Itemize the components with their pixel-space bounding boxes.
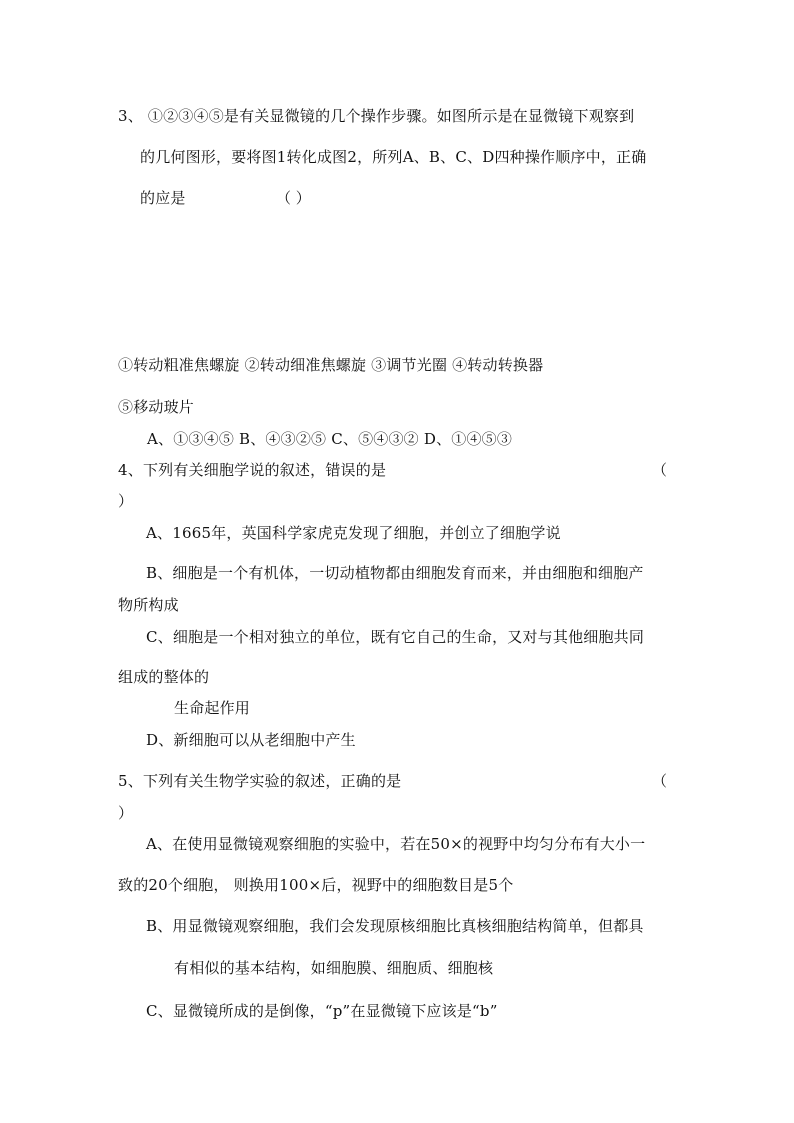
- q4-option-c-line-2: 组成的整体的: [118, 668, 210, 686]
- q3-stem-line-1: 3、 ①②③④⑤是有关显微镜的几个操作步骤。如图所示是在显微镜下观察到: [118, 107, 635, 125]
- q3-stem-line-3: 的应是: [140, 189, 186, 207]
- q4-paren-open: （: [652, 461, 668, 479]
- q5-option-a-line-1: A、在使用显微镜观察细胞的实验中，若在50×的视野中均匀分布有大小一: [146, 835, 646, 853]
- q4-stem: 4、下列有关细胞学说的叙述，错误的是: [118, 461, 387, 479]
- q5-option-b-line-2: 有相似的基本结构，如细胞膜、细胞质、细胞核: [174, 959, 494, 977]
- q3-answer-parentheses: （ ）: [276, 189, 311, 207]
- q4-option-c-line-1: C、细胞是一个相对独立的单位，既有它自己的生命，又对与其他细胞共同: [146, 628, 645, 646]
- q5-paren-open: （: [652, 772, 668, 790]
- q4-option-b-line-1: B、细胞是一个有机体，一切动植物都由细胞发育而来，并由细胞和细胞产: [146, 564, 644, 582]
- q5-option-b-line-1: B、用显微镜观察细胞，我们会发现原核细胞比真核细胞结构简单，但都具: [146, 917, 644, 935]
- q4-option-d: D、新细胞可以从老细胞中产生: [146, 731, 356, 749]
- q4-option-a: A、1665年，英国科学家虎克发现了细胞，并创立了细胞学说: [146, 524, 561, 542]
- q3-steps-line-1: ①转动粗准焦螺旋 ②转动细准焦螺旋 ③调节光圈 ④转动转换器: [118, 356, 544, 374]
- q5-option-c: C、显微镜所成的是倒像，“p”在显微镜下应该是“b”: [146, 1002, 498, 1020]
- q3-steps-line-2: ⑤移动玻片: [118, 398, 195, 416]
- q5-option-a-line-2: 致的20个细胞， 则换用100×后，视野中的细胞数目是5个: [118, 876, 514, 894]
- q4-paren-close: ）: [118, 492, 134, 510]
- q4-option-c-line-3: 生命起作用: [174, 699, 251, 717]
- q5-stem: 5、下列有关生物学实验的叙述，正确的是: [118, 772, 402, 790]
- q5-paren-close: ）: [118, 804, 134, 822]
- q3-options: A、①③④⑤ B、④③②⑤ C、⑤④③② D、①④⑤③: [147, 430, 513, 448]
- q3-stem-line-2: 的几何图形，要将图1转化成图2，所列A、B、C、D四种操作顺序中，正确: [140, 148, 647, 166]
- q4-option-b-line-2: 物所构成: [118, 596, 179, 614]
